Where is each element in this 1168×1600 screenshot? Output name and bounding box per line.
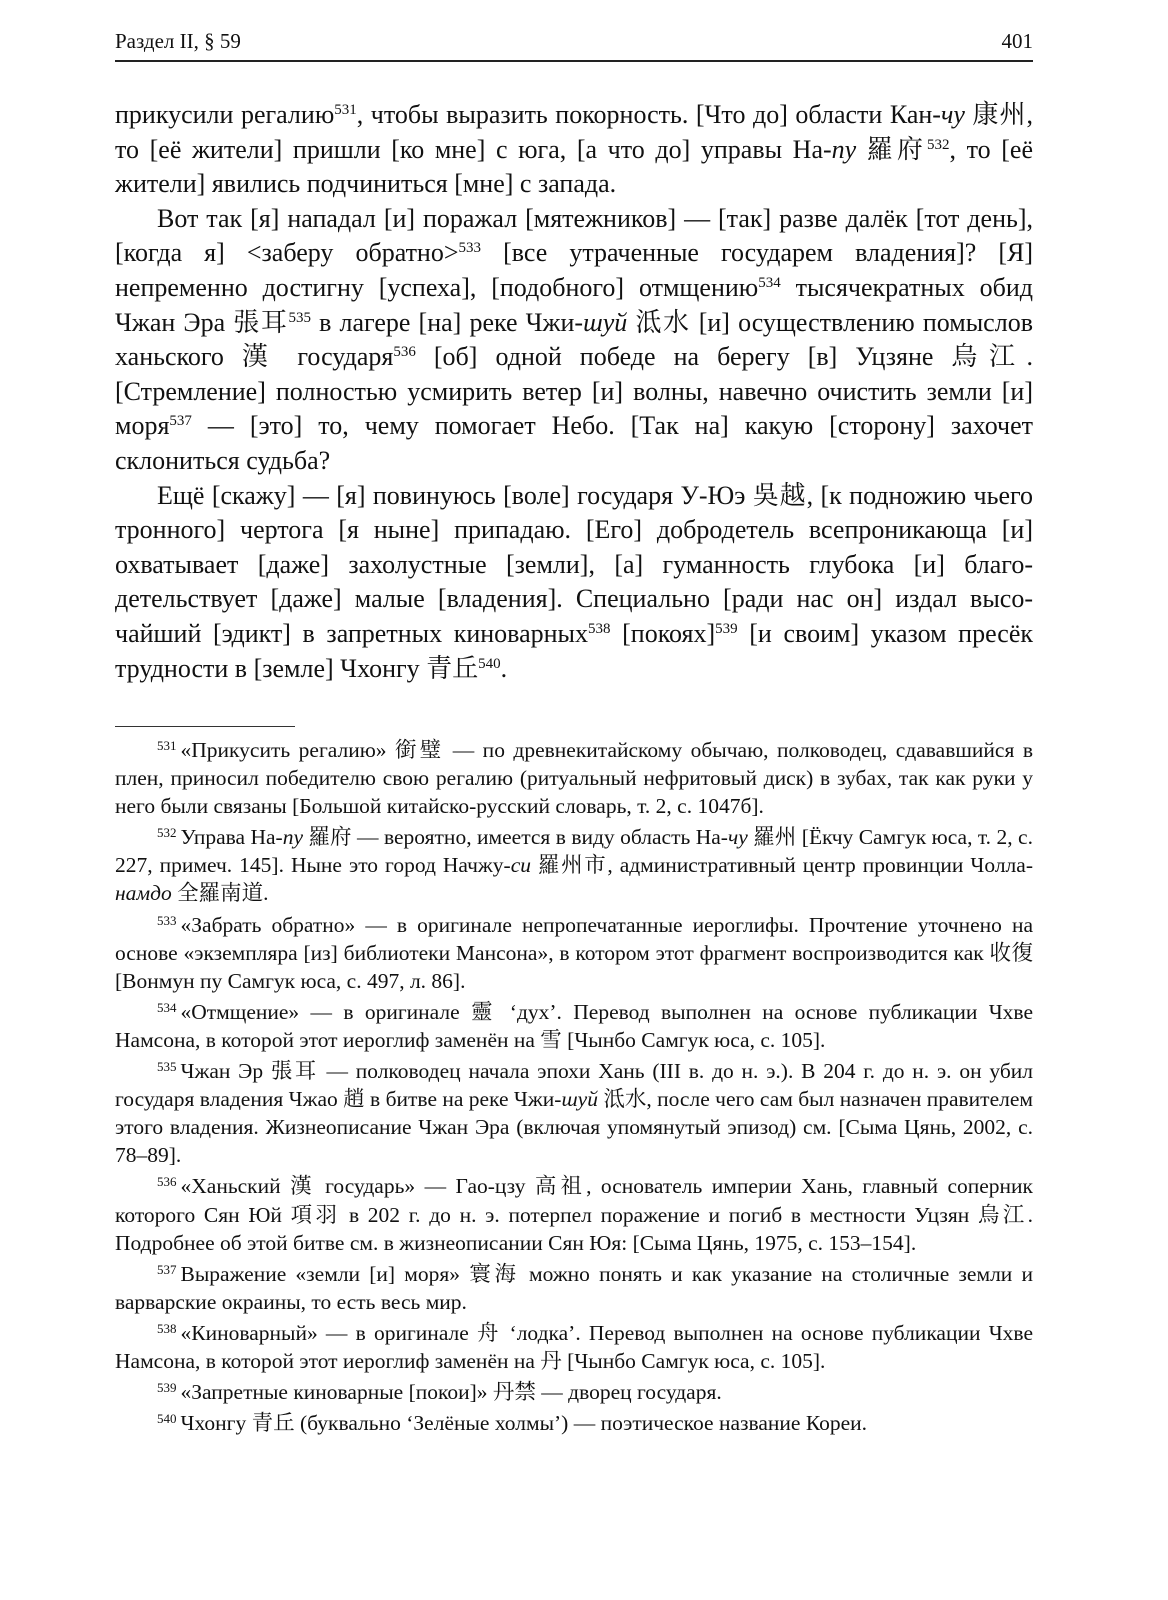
- text-run: , чтобы выразить покорность. [Что до] области Кан-: [356, 100, 941, 129]
- footnote-number: 538: [157, 1320, 177, 1336]
- paragraph-1: [115, 98, 1033, 202]
- footnote-534: [115, 998, 1033, 1054]
- main-text: [115, 98, 1033, 686]
- footnote-538: [115, 1319, 1033, 1375]
- footnote-ref-531[interactable]: 531: [334, 102, 357, 118]
- italic-run: пу: [282, 825, 304, 850]
- paragraph-3: [115, 479, 1033, 687]
- text-run: прикусили регалию: [115, 100, 335, 129]
- footnote-text: «Запретные киноварные [покои]» 丹禁 — дворец государя.: [180, 1380, 722, 1405]
- text-run: [и своим] указом пресёк трудности в [земле] Чхонгу 青丘: [115, 618, 1033, 683]
- footnote-text: «Забрать обратно» — в оригинале непропечатанные иероглифы. Прочтение уточнено на основе «экземпляра [из] библиотеки Мансона», в котором этот фрагмент воспроизводится как 收復 [Вонмун пу Самгук юса, с. 497, л. 86].: [115, 912, 1033, 993]
- footnote-text: 羅州市, административный центр провинции Чолла-: [530, 853, 1033, 878]
- footnote-number: 540: [157, 1411, 177, 1427]
- footnote-ref-538[interactable]: 538: [588, 620, 611, 637]
- text-run: в лагере [на] реке Чжи-: [311, 307, 584, 337]
- footnote-536: [115, 1172, 1033, 1256]
- text-run: Ещё [скажу] — [я] повинуюсь [воле] государя У-Юэ 吳越, [к подножию чьего тронного] чертога [я ныне] припадаю. [Его] добродетель всепроникающа [и] охватывает [даже] захолустные [земли], [а] гуманность глубока [и] благодетельствует [даже] малые [владения]. Специально [ради нас он] издал высочайший [эдикт] в запретных киноварных: [115, 480, 1033, 648]
- text-run: Вот так [я] нападал [и] поражал [мятежников] — [так] разве далёк [тот день], [когда я] <заберу обратно>: [115, 203, 1033, 268]
- footnote-535: [115, 1057, 1033, 1169]
- running-header: [115, 28, 1033, 54]
- section-label: Раздел II, § 59: [115, 29, 241, 53]
- footnote-text: 全羅南道.: [171, 881, 269, 906]
- footnote-ref-537[interactable]: 537: [169, 413, 192, 430]
- footnote-number: 536: [157, 1174, 177, 1190]
- text-run: 康州, то [её жители] пришли [ко мне] с юга, [а что до] управы На-: [115, 100, 1033, 164]
- footnote-540: [115, 1409, 1033, 1437]
- footnote-ref-539[interactable]: 539: [715, 620, 738, 637]
- footnote-number: 539: [157, 1380, 177, 1396]
- footnote-text: «Киноварный» — в оригинале 舟 ‘лодка’. Перевод выполнен на основе публикации Чхве Намсона, в которой этот иероглиф заменён на 丹 [Чынбо Самгук юса, с. 105].: [115, 1320, 1033, 1373]
- page-number: 401: [1001, 29, 1033, 53]
- footnote-number: 531: [157, 738, 177, 753]
- footnote-number: 537: [157, 1261, 177, 1277]
- footnote-text: Чжан Эр 張耳 — полководец начала эпохи Хань (III в. до н. э.). В 204 г. до н. э. он убил государя владения Чжао 趙 в битве на реке Чжи-: [115, 1059, 1033, 1112]
- footnote-text: Выражение «земли [и] моря» 寰海 можно понять и как указание на столичные земли и варварские окраины, то есть весь мир.: [115, 1261, 1033, 1314]
- text-run: 泜水 [и] осуществлению помыслов ханьского 漢 государя: [115, 307, 1033, 372]
- footnote-text: Управа На-: [180, 825, 283, 850]
- footnote-text: «Прикусить регалию» 銜璧 — по древнекитайскому обычаю, полководец, сдававшийся в плен, приносил победителю свою регалию (ритуальный нефритовый диск) в зубах, так как руки у него были связаны [Большой китайско-русский словарь, т. 2, с. 1047б].: [115, 738, 1033, 819]
- italic-run: чу: [727, 825, 748, 850]
- text-run: [покоях]: [610, 618, 716, 648]
- paragraph-2: [115, 202, 1033, 479]
- footnote-ref-536[interactable]: 536: [393, 344, 416, 361]
- footnote-separator: [115, 726, 295, 727]
- footnote-number: 533: [157, 912, 177, 928]
- footnote-text: «Ханьский 漢 государь» — Гао-цзу 高祖, основатель империи Хань, главный соперник которого Сян Юй 項羽 в 202 г. до н. э. потерпел поражение и погиб в местности Уцзян 烏江. Подробнее об этой битве см. в жизнеописании Сян Юя: [Сыма Цянь, 1975, с. 153–154].: [115, 1174, 1033, 1255]
- italic-run: шуй: [583, 307, 628, 337]
- italic-run: шуй: [561, 1087, 598, 1112]
- footnote-text: «Отмщение» — в оригинале 靈 ‘дух’. Перевод выполнен на основе публикации Чхве Намсона, в которой этот иероглиф заменён на 雪 [Чынбо Самгук юса, с. 105].: [115, 999, 1033, 1052]
- footnote-537: [115, 1260, 1033, 1316]
- header-rule: [115, 60, 1033, 62]
- footnote-ref-534[interactable]: 534: [758, 274, 781, 291]
- footnote-number: 532: [157, 825, 177, 841]
- footnote-531: [115, 736, 1033, 820]
- italic-run: си: [510, 853, 531, 878]
- italic-run: чу: [940, 100, 965, 129]
- text-run: [об] одной победе на берегу [в] Уцзяне 烏江. [Стремление] полностью усмирить ветер [и] волны, навечно очистить земли [и] моря: [115, 342, 1033, 441]
- footnote-532: [115, 823, 1033, 907]
- italic-run: намдо: [115, 881, 172, 906]
- text-run: 羅府: [856, 134, 928, 164]
- italic-run: пу: [831, 134, 857, 164]
- footnote-533: [115, 911, 1033, 995]
- footnote-number: 534: [157, 999, 177, 1015]
- text-run: , то [её жители] явились подчиниться [мне] с запада.: [115, 134, 1033, 199]
- footnote-ref-535[interactable]: 535: [288, 309, 311, 326]
- footnote-text: 羅府 — вероятно, имеется в виду область На-: [303, 825, 728, 850]
- footnote-ref-540[interactable]: 540: [478, 655, 501, 672]
- footnotes: [115, 736, 1033, 1440]
- footnote-text: 泜水, после чего сам был назначен правителем этого владения. Жизнеописание Чжан Эра (включая упомянутый эпизод) см. [Сыма Цянь, 2002, с. 78–89].: [115, 1087, 1033, 1168]
- footnote-ref-533[interactable]: 533: [458, 240, 482, 257]
- footnote-539: [115, 1378, 1033, 1406]
- text-run: .: [500, 653, 508, 683]
- text-run: — [это] то, чему помогает Небо. [Так на] какую [сторону] захочет склониться судьба?: [115, 411, 1033, 475]
- footnote-text: 羅州 [Ёкчу Самгук юса, т. 2, с. 227, примеч. 145]. Ныне это город Начжу-: [115, 825, 1033, 878]
- footnote-number: 535: [157, 1059, 177, 1075]
- text-run: [все утраченные государем владения]? [Я] непременно достигну [успеха], [подобного] отмщению: [115, 238, 1033, 302]
- text-run: тысячекратных обид Чжан Эра 張耳: [115, 272, 1033, 337]
- footnote-ref-532[interactable]: 532: [927, 136, 950, 153]
- footnote-text: Чхонгу 青丘 (буквально ‘Зелёные холмы’) — поэтическое название Кореи.: [180, 1411, 868, 1436]
